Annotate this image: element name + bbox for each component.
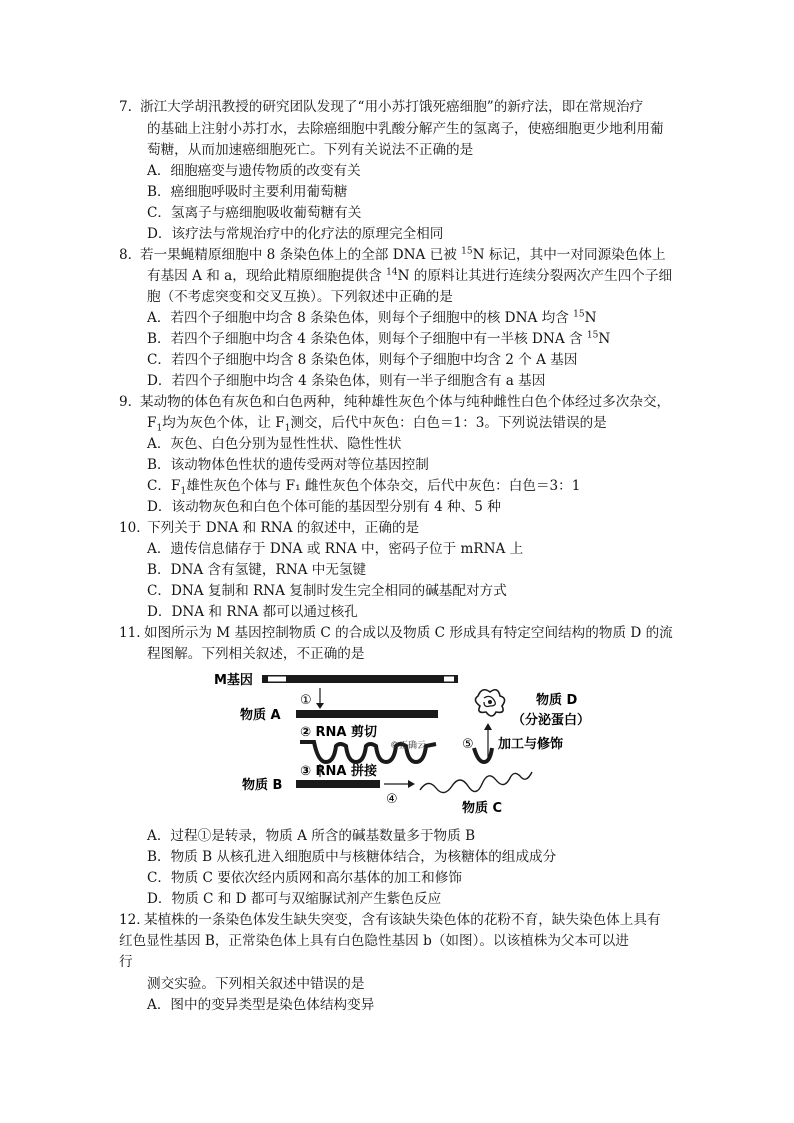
question-7-stem-line: 萄糖，从而加速癌细胞死亡。下列有关说法不正确的是: [147, 142, 474, 158]
question-7-stem-line: 的基础上注射小苏打水，去除癌细胞中乳酸分解产生的氢离子，使癌细胞更少地利用葡: [147, 121, 664, 137]
substance-d-note: （分泌蛋白）: [512, 713, 591, 728]
question-12-stem-line: 行: [119, 954, 133, 970]
question-7-stem-line: 浙江大学胡汛教授的研究团队发现了“用小苏打饿死癌细胞”的新疗法，即在常规治疗: [140, 99, 644, 115]
question-7-option-c: C．氢离子与癌细胞吸收葡萄糖有关: [147, 205, 362, 221]
substance-c-label: 物质 C: [462, 801, 503, 816]
step-1-arrowhead: [316, 703, 324, 709]
excised-intron: [474, 748, 492, 762]
question-11-option-b: B．物质 B 从核孔进入细胞质中与核糖体结合，为核糖体的组成成分: [147, 849, 557, 865]
question-9-option-d: D．该动物灰色和白色个体可能的基因型分别有 4 种、5 种: [147, 499, 501, 515]
question-12-stem-line: 测交实验。下列相关叙述中错误的是: [147, 976, 365, 992]
question-8-number: 8．: [119, 247, 142, 263]
question-8-stem-line: 胞（不考虑突变和交叉互换）。下列叙述中正确的是: [147, 289, 453, 305]
question-11-option-d: D．物质 C 和 D 都可与双缩脲试剂产生紫色反应: [147, 891, 442, 907]
process-5-label: 加工与修饰: [498, 737, 564, 752]
question-8-option-d: D．若四个子细胞中均含 4 条染色体，则有一半子细胞含有 a 基因: [147, 373, 546, 389]
question-10-option-b: B．DNA 含有氢键，RNA 中无氢键: [147, 562, 367, 578]
question-12-option-a: A．图中的变异类型是染色体结构变异: [147, 997, 375, 1013]
step-2-label: ② RNA 剪切: [300, 725, 378, 740]
question-7-option-d: D．该疗法与常规治疗中的化疗法的原理完全相同: [147, 226, 444, 242]
substance-a-label: 物质 A: [240, 708, 281, 723]
question-8-stem-line: 有基因 A 和 a，现给此精原细胞提供含 $^{14}$N 的原料让其进行连续分裂两次产生四个子细: [147, 267, 673, 284]
m-gene-segment-left: [268, 677, 286, 682]
question-7-number: 7.: [119, 99, 132, 115]
substance-b-bar: [296, 780, 380, 788]
polypeptide-chain: [420, 772, 532, 793]
m-gene-segment-right: [444, 677, 454, 682]
question-11-number: 11.: [119, 625, 141, 641]
question-10-option-a: A．遗传信息储存于 DNA 或 RNA 中，密码子位于 mRNA 上: [147, 541, 524, 557]
question-9-number: 9．: [119, 394, 142, 410]
step-1-label: ①: [300, 693, 312, 708]
question-9-option-c: C．$F_1$雄性灰色个体与 F₁ 雌性灰色个体杂交，后代中灰色：白色＝3：1: [147, 478, 581, 497]
substance-a-bar: [296, 710, 438, 718]
folded-protein-icon: [475, 690, 504, 716]
question-8-option-a: A．若四个子细胞中均含 8 条染色体，则每个子细胞中的核 DNA 均含 $^{15}$N: [147, 309, 597, 326]
question-11-stem-line: 如图所示为 M 基因控制物质 C 的合成以及物质 C 形成具有特定空间结构的物质 D 的流: [144, 625, 673, 641]
step-3-label: ③ RNA 拼接: [300, 764, 378, 779]
question-9-stem-line: $F_1$均为灰色个体，让 $F_1$测交，后代中灰色：白色＝1：3。下列说法错误的是: [147, 415, 607, 434]
step-4-arrowhead: [408, 780, 415, 788]
substance-b-label: 物质 B: [242, 778, 283, 793]
step-5-label: ⑤: [462, 737, 474, 752]
question-8-stem-line: 若一果蝇精原细胞中 8 条染色体上的全部 DNA 已被 $^{15}$N 标记，其中一对同源染色体上: [140, 246, 666, 263]
m-gene-label: M基因: [214, 673, 253, 688]
m-gene-bar: [262, 675, 458, 683]
question-8-option-b: B．若四个子细胞中均含 4 条染色体，则每个子细胞中有一半核 DNA 含 $^{15}$N: [147, 330, 611, 347]
question-7-option-a: A．细胞癌变与遗传物质的改变有关: [147, 163, 361, 179]
question-7-option-b: B．癌细胞呼吸时主要利用葡萄糖: [147, 184, 348, 200]
question-10-number: 10．: [119, 520, 150, 536]
gene-expression-diagram: [214, 666, 634, 826]
question-8-option-c: C．若四个子细胞中均含 8 条染色体，则每个子细胞中均含 2 个 A 基因: [147, 352, 578, 368]
question-12-stem-line: 红色显性基因 B，正常染色体上具有白色隐性基因 b（如图）。以该植株为父本可以进: [119, 933, 629, 949]
question-9-stem-line: 某动物的体色有灰色和白色两种，纯种雄性灰色个体与纯种雌性白色个体经过多次杂交，: [140, 394, 671, 410]
question-10-option-c: C．DNA 复制和 RNA 复制时发生完全相同的碱基配对方式: [147, 583, 507, 599]
step-4-label: ④: [386, 792, 398, 807]
question-12-stem-line: 某植株的一条染色体发生缺失突变，含有该缺失染色体的花粉不育，缺失染色体上具有: [144, 912, 661, 928]
question-10-stem-line: 下列关于 DNA 和 RNA 的叙述中，正确的是: [147, 520, 420, 536]
question-9-option-a: A．灰色、白色分别为显性性状、隐性性状: [147, 436, 402, 452]
question-11-stem-line: 程图解。下列相关叙述，不正确的是: [147, 646, 365, 662]
step-5-arrowhead: [484, 723, 492, 730]
watermark-text: ©正确云: [390, 741, 427, 751]
question-10-option-d: D．DNA 和 RNA 都可以通过核孔: [147, 604, 358, 620]
question-12-number: 12．: [119, 912, 150, 928]
question-11-option-a: A．过程①是转录，物质 A 所含的碱基数量多于物质 B: [147, 828, 476, 844]
substance-d-label: 物质 D: [536, 693, 578, 708]
question-11-option-c: C．物质 C 要依次经内质网和高尔基体的加工和修饰: [147, 870, 462, 886]
question-9-option-b: B．该动物体色性状的遗传受两对等位基因控制: [147, 457, 429, 473]
